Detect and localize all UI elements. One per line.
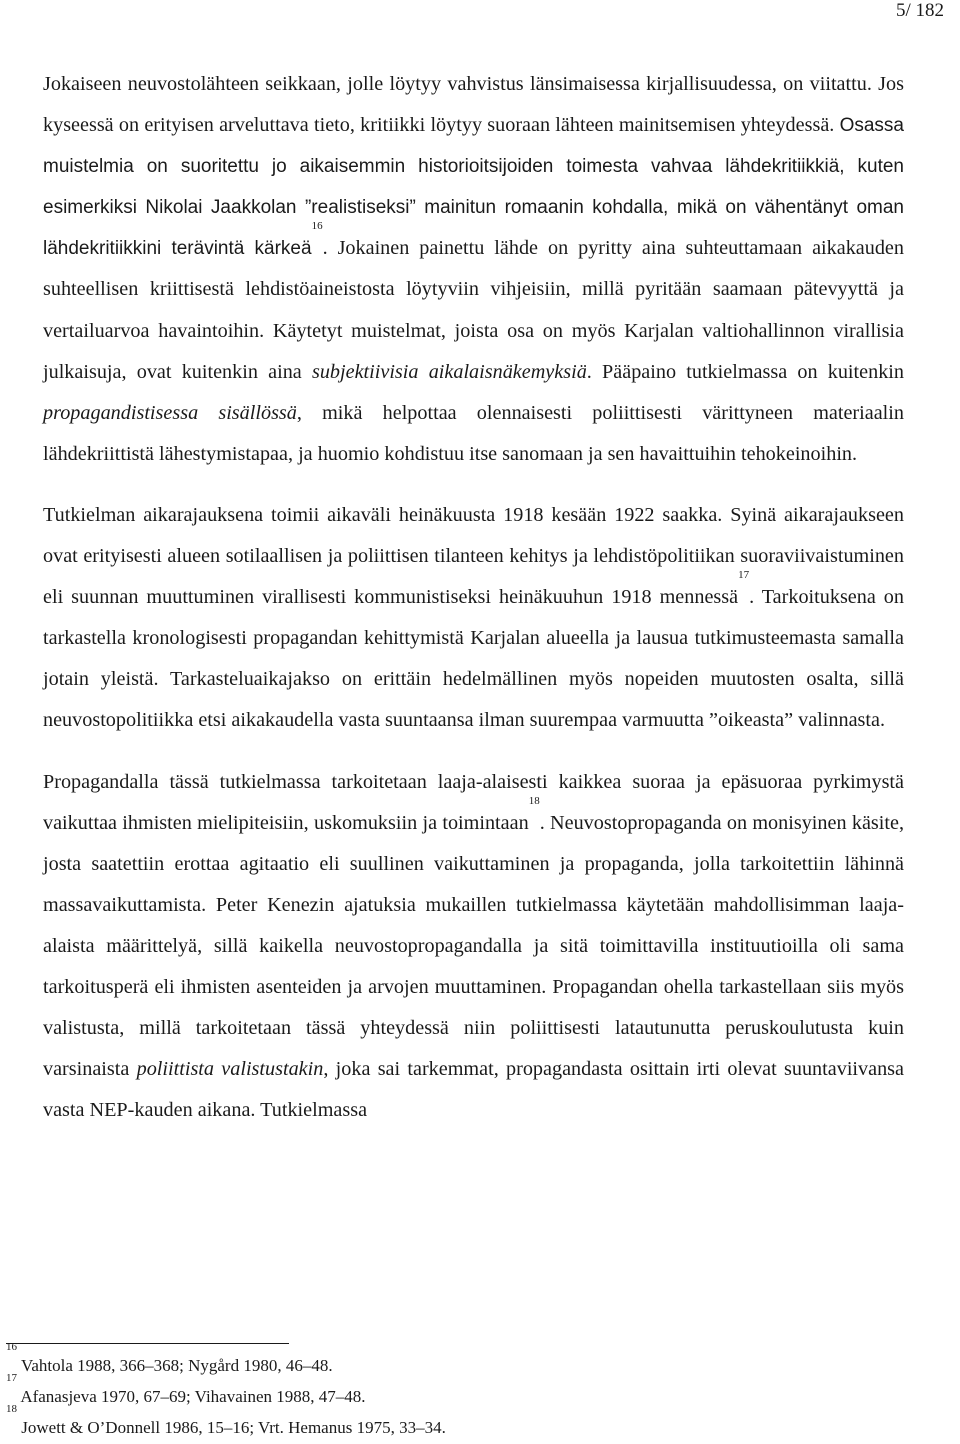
footnote-text: Jowett & O’Donnell 1986, 15–16; Vrt. Hemanus 1975, 33–34. — [21, 1418, 446, 1437]
italic-phrase: subjektiivisia aikalaisnäkemyksiä — [311, 360, 587, 383]
italic-phrase: propagandistisessa sisällössä — [43, 401, 297, 424]
footnote-reference: 17 — [738, 569, 750, 582]
page-number: 5/ 182 — [895, 0, 944, 21]
paragraph-2 — [43, 495, 904, 742]
footnote-number: 17 — [6, 1372, 17, 1384]
text-run: Propagandalla tässä tutkielmassa tarkoitetaan laaja-alaisesti kaikkea suoraa ja epäsuoraa pyrkimystä vaikuttaa ihmisten mielipiteisiin, uskomuksiin ja toimintaan — [43, 770, 904, 834]
text-run: , mikä helpottaa olennaisesti poliittisesti värittyneen materiaalin lähdekriittistä lähestymistapaa, ja huomio kohdistuu itse sanomaan ja sen havaittuihin tehokeinoihin. — [43, 401, 904, 465]
text-run: , joka sai tarkemmat, propagandasta osittain irti olevat suuntaviivansa vasta NEP-kauden aikana. Tutkielmassa — [43, 1058, 904, 1122]
body-text — [43, 64, 904, 1151]
footnote-16 — [6, 1341, 906, 1381]
text-run: Jokaiseen neuvostolähteen seikkaan, jolle löytyy vahvistus länsimaisessa kirjallisuudessa, on viitattu. Jos kyseessä on erityisen arveluttava tieto, kritiikki löytyy suoraan lähteen mainitsemisen yhteydessä. — [43, 73, 904, 137]
footnote-18 — [6, 1403, 906, 1443]
italic-phrase: poliittista valistustakin — [136, 1058, 324, 1081]
paragraph-1 — [43, 64, 904, 475]
footnote-17 — [6, 1372, 906, 1412]
text-run: . Tarkoituksena on tarkastella kronologisesti propagandan kehittymistä Karjalan alueella ja lausua tutkimusteemasta samalla jotain yleistä. Tarkasteluaikajakso on erittäin hedelmällinen myös nopeiden muutosten osalta, sillä neuvostopolitiikka etsi aikakaudella vasta suuntaansa ilman suurempaa varmuutta ”oikeasta” valinnasta. — [43, 586, 904, 732]
footnote-separator — [6, 1343, 289, 1344]
footnote-reference: 16 — [311, 220, 323, 233]
footnote-text: Vahtola 1988, 366–368; Nygård 1980, 46–48. — [20, 1356, 333, 1375]
footnote-number: 18 — [6, 1403, 17, 1415]
footnotes — [6, 1341, 906, 1443]
text-run: Osassa muistelmia on suoritettu jo aikaisemmin historioitsijoiden toimesta vahvaa lähdekritiikkiä, kuten esimerkiksi Nikolai Jaakkolan ”realistiseksi” mainitun romaanin kohdalla, mikä on vähentänyt oman lähdekritiikkini terävintä kärkeä — [43, 115, 904, 260]
text-run: Käytetyt muistelmat, joista osa on myös Karjalan valtiohallinnon virallisia julkaisuja, ovat kuitenkin aina — [43, 319, 904, 383]
text-run: Tutkielman aikarajauksena toimii aikaväli heinäkuusta 1918 kesään 1922 saakka. Syinä aikarajaukseen ovat erityisesti alueen sotilaallisen ja poliittisen tilanteen kehitys ja lehdistöpolitiikan suoraviivaistuminen eli suunnan muuttuminen virallisesti kommunistiseksi heinäkuuhun 1918 mennessä — [43, 503, 904, 609]
paragraph-3 — [43, 762, 904, 1132]
text-run: . Jokainen painettu lähde on pyritty aina suhteuttamaan aikakauden suhteellisen kriittisestä lehdistöaineistosta löytyviin vihjeisiin, millä pyritään saamaan pätevyyttä ja vertailuarvoa havaintoihin. — [43, 237, 904, 342]
text-run: . Pääpaino tutkielmassa on kuitenkin — [586, 360, 904, 383]
footnote-number: 16 — [6, 1341, 17, 1353]
text-run: . Neuvostopropaganda on monisyinen käsite, josta saatettiin erottaa agitaatio eli suullinen vaikuttaminen ja propaganda, jolla tarkoitettiin lähinnä massavaikuttamista. Peter Kenezin ajatuksia mukaillen tutkielmassa käytetään mahdollisimman laaja-alaista määrittelyä, sillä kaikella neuvostopropagandalla ja sitä toimittavilla instituutioilla oli sama tarkoitusperä eli ihmisten asenteiden ja arvojen muuttaminen. Propagandan ohella tarkastellaan siis myös valistusta, millä tarkoitetaan tässä yhteydessä niin poliittisesti latautunutta peruskoulutusta kuin varsinaista — [43, 811, 904, 1081]
footnote-reference: 18 — [528, 794, 540, 807]
footnote-text: Afanasjeva 1970, 67–69; Vihavainen 1988, 47–48. — [20, 1387, 366, 1406]
